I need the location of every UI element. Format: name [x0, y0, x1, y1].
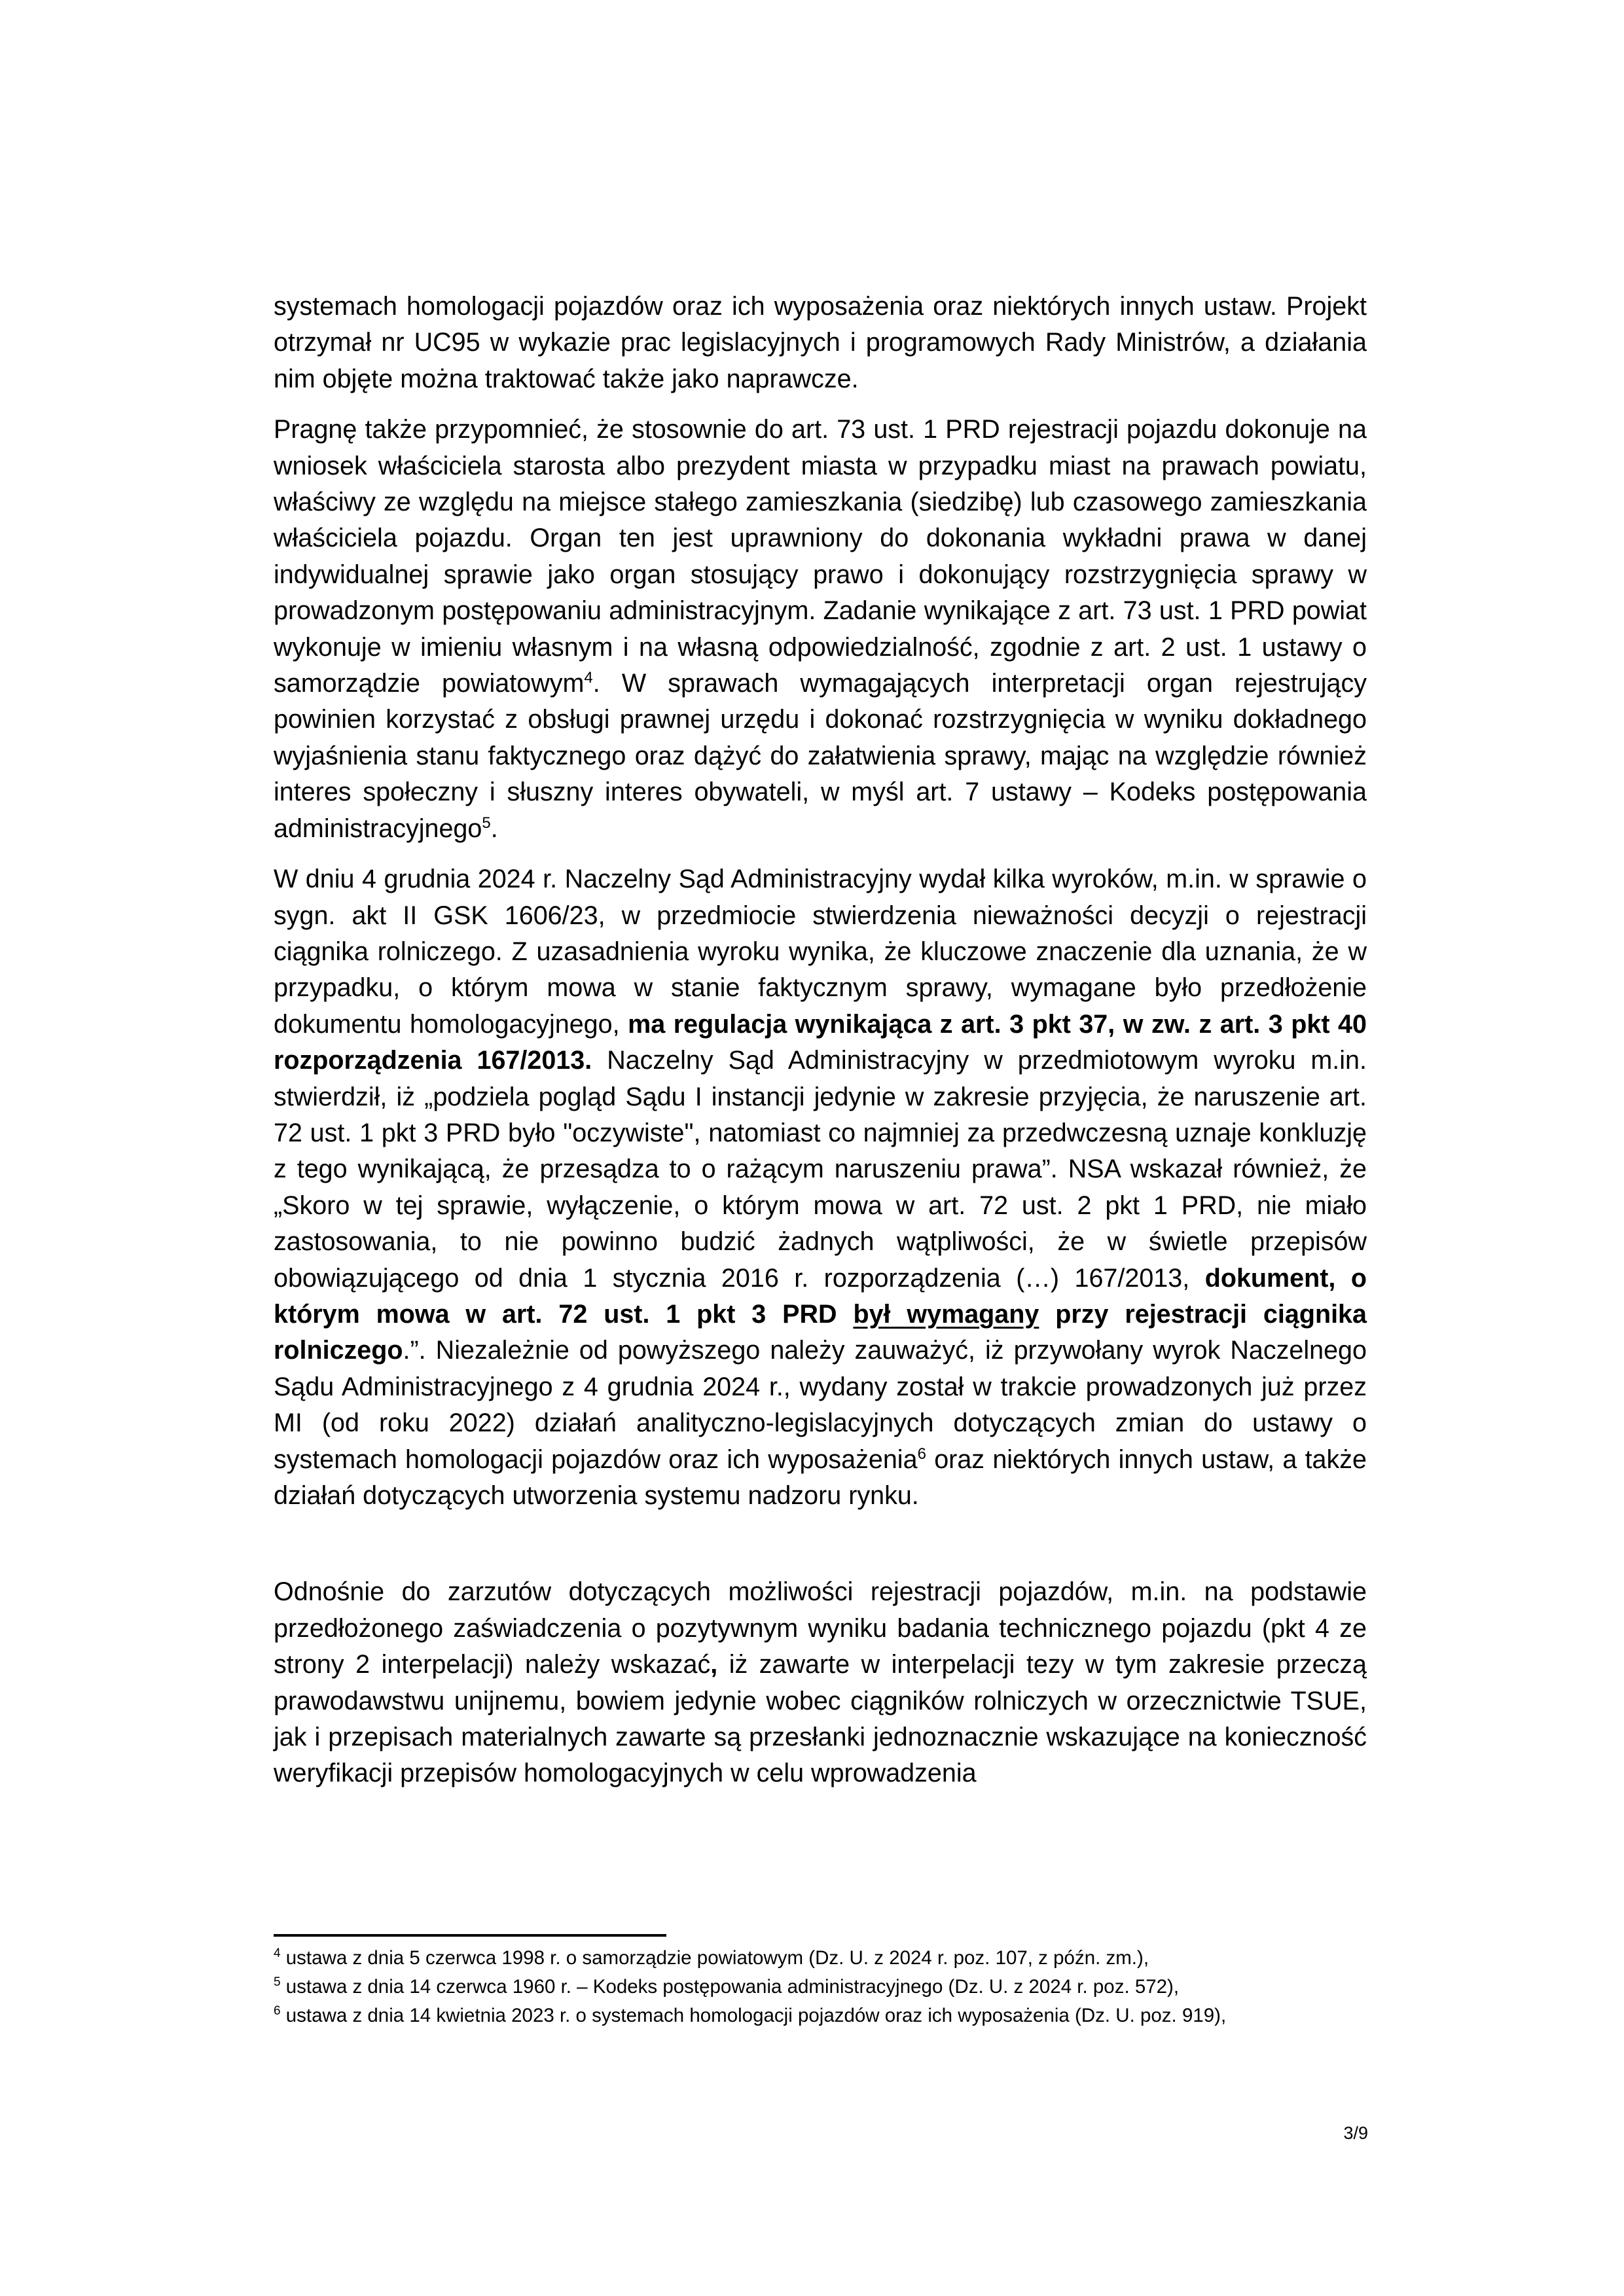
footnote-text: ustawa z dnia 14 kwietnia 2023 r. o systemach homologacji pojazdów oraz ich wyposażenia (Dz. U. poz. 919), — [280, 2005, 1227, 2026]
footnote-separator — [274, 1934, 666, 1937]
footnote-reference: 6 — [917, 1444, 926, 1463]
text-run: Odnośnie do zarzutów dotyczących możliwości rejestracji pojazdów, m.in. na podstawie przedłożonego zaświadczenia o pozytywnym wyniku badania technicznego pojazdu (pkt 4 ze strony 2 interpelacji) należy wskazać — [274, 1577, 1367, 1679]
page-number: 3/9 — [1343, 2123, 1368, 2143]
text-run: systemach homologacji pojazdów oraz ich wyposażenia oraz niektórych innych ustaw. Projekt otrzymał nr UC95 w wykazie prac legislacyjnych i programowych Rady Ministrów, a działania nim objęte można traktować także jako naprawcze. — [274, 292, 1367, 393]
text-run: . W sprawach wymagających interpretacji organ rejestrujący powinien korzystać z obsługi prawnej urzędu i dokonać rozstrzygnięcia w wyniku dokładnego wyjaśnienia stanu faktycznego oraz dążyć do załatwienia sprawy, mając na względzie również interes społeczny i słuszny interes obywateli, w myśl art. 7 ustawy – Kodeks postępowania administracyjnego — [274, 669, 1367, 843]
footnote-4 — [274, 1944, 1386, 1973]
body-text — [274, 289, 1367, 1806]
footnote-6 — [274, 2001, 1386, 2030]
text-run: dokument, o którym mowa w art. 72 ust. 1 pkt 3 PRD — [274, 1263, 1367, 1329]
footnote-mark: 5 — [274, 1975, 281, 1990]
footnote-reference: 5 — [482, 814, 491, 832]
footnote-reference: 4 — [584, 668, 593, 687]
footnote-text: ustawa z dnia 14 czerwca 1960 r. – Kodeks postępowania administracyjnego (Dz. U. z 2024 r. poz. 572), — [280, 1976, 1180, 1998]
text-run: Naczelny Sąd Administracyjny w przedmiotowym wyroku m.in. stwierdził, iż „podziela pogląd Sądu I instancji jedynie w zakresie przyjęcia, że naruszenie art. 72 ust. 1 pkt 3 PRD było "oczywiste", natomiast co najmniej za przedwczesną uznaje konkluzję z tego wynikającą, że przesądza to o rażącym naruszeniu prawa”. NSA wskazał również, że „Skoro w tej sprawie, wyłączenie, o którym mowa w art. 72 ust. 2 pkt 1 PRD, nie miało zastosowania, to nie powinno budzić żadnych wątpliwości, że w świetle przepisów obowiązującego od dnia 1 stycznia 2016 r. rozporządzenia (…) 167/2013, — [274, 1046, 1367, 1293]
text-run: , — [710, 1650, 718, 1679]
text-run: . — [490, 814, 498, 843]
text-run: oraz niektórych innych ustaw, a także działań dotyczących utworzenia systemu nadzoru rynku. — [274, 1444, 1367, 1510]
footnote-5 — [274, 1973, 1386, 2001]
footnotes — [274, 1944, 1386, 2030]
paragraph-2 — [274, 412, 1367, 847]
text-run: W dniu 4 grudnia 2024 r. Naczelny Sąd Administracyjny wydał kilka wyroków, m.in. w sprawie o sygn. akt II GSK 1606/23, w przedmiocie stwierdzenia nieważności decyzji o rejestracji ciągnika rolniczego. Z uzasadnienia wyroku wynika, że kluczowe znaczenie dla uznania, że w przypadku, o którym mowa w stanie faktycznym sprawy, wymagane było przedłożenie dokumentu homologacyjnego, — [274, 865, 1367, 1039]
text-run: był wymagany — [853, 1299, 1039, 1329]
footnote-text: ustawa z dnia 5 czerwca 1998 r. o samorządzie powiatowym (Dz. U. z 2024 r. poz. 107, z późn. zm.), — [280, 1947, 1149, 1969]
footnote-mark: 4 — [274, 1946, 281, 1961]
text-run: iż zawarte w interpelacji tezy w tym zakresie przeczą prawodawstwu unijnemu, bowiem jedynie wobec ciągników rolniczych w orzecznictwie TSUE, jak i przepisach materialnych zawarte są przesłanki jednoznacznie wskazujące na konieczność weryfikacji przepisów homologacyjnych w celu wprowadzenia — [274, 1650, 1367, 1788]
text-run: .”. Niezależnie od powyższego należy zauważyć, iż przywołany wyrok Naczelnego Sądu Administracyjnego z 4 grudnia 2024 r., wydany został w trakcie prowadzonych już przez MI (od roku 2022) działań analityczno-legislacyjnych dotyczących zmian do ustawy o systemach homologacji pojazdów oraz ich wyposażenia — [274, 1336, 1367, 1474]
paragraph-3 — [274, 861, 1367, 1514]
text-run: przy rejestracji ciągnika rolniczego — [274, 1299, 1367, 1365]
footnote-mark: 6 — [274, 2004, 281, 2018]
text-run: Pragnę także przypomnieć, że stosownie do art. 73 ust. 1 PRD rejestracji pojazdu dokonuje na wniosek właściciela starosta albo prezydent miasta w przypadku miast na prawach powiatu, właściwy ze względu na miejsce stałego zamieszkania (siedzibę) lub czasowego zamieszkania właściciela pojazdu. Organ ten jest uprawniony do dokonania wykładni prawa w danej indywidualnej sprawie jako organ stosujący prawo i dokonujący rozstrzygnięcia sprawy w prowadzonym postępowaniu administracyjnym. Zadanie wynikające z art. 73 ust. 1 PRD powiat wykonuje w imieniu własnym i na własną odpowiedzialność, zgodnie z art. 2 ust. 1 ustawy o samorządzie powiatowym — [274, 415, 1367, 698]
paragraph-4 — [274, 1574, 1367, 1791]
text-run: ma regulacja wynikająca z art. 3 pkt 37, w zw. z art. 3 pkt 40 rozporządzenia 167/2013. — [274, 1009, 1367, 1075]
paragraph-1 — [274, 289, 1367, 397]
